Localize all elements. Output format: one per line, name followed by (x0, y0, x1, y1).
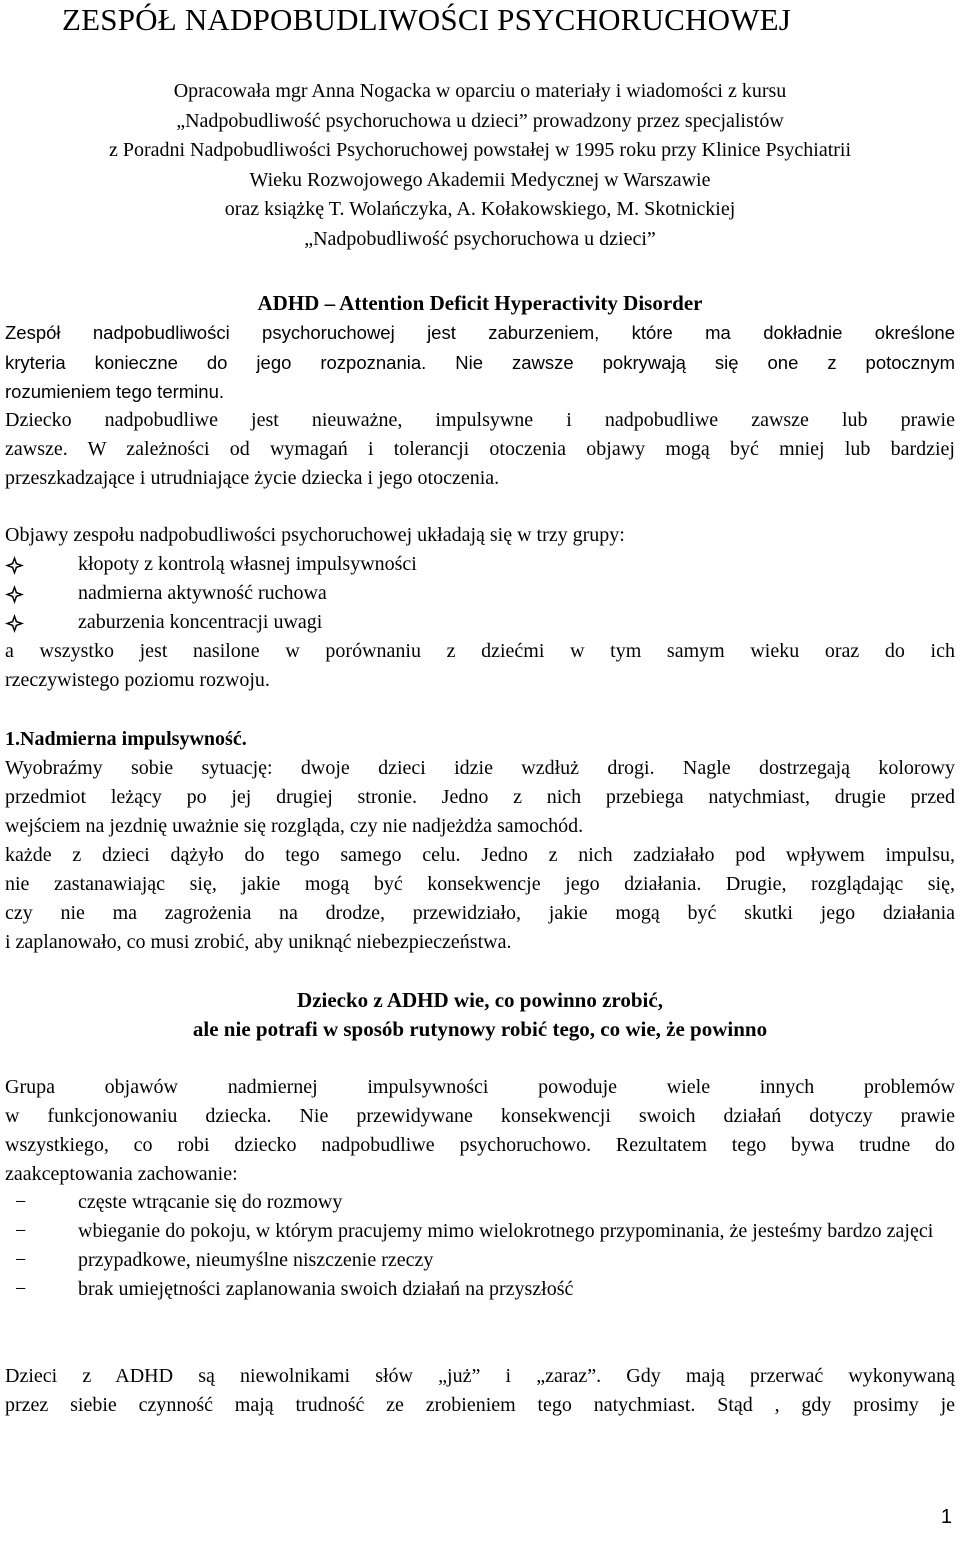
credit-line: Opracowała mgr Anna Nogacka w oparciu o materiały i wiadomości z kursu (173, 80, 787, 102)
four-point-diamond-icon (5, 556, 24, 575)
impulsivity-line: w funkcjonowaniu dziecka. Nie przewidywane konsekwencji swoich działań dotyczy prawie (5, 1105, 955, 1127)
emphasis-line: ale nie potrafi w sposób rutynowy robić tego, co wie, że powinno (192, 1017, 768, 1041)
minus-dash-icon: − (15, 1191, 27, 1213)
list-item (5, 579, 417, 608)
credit-line: z Poradni Nadpobudliwości Psychoruchowej powstałej w 1995 roku przy Klinice Psychiatrii (108, 139, 852, 161)
list-item (5, 1188, 955, 1217)
author-credits (0, 77, 960, 254)
symptoms-outro-line: a wszystko jest nasilone w porównaniu z dziećmi w tym samym wieku oraz do ich (5, 640, 955, 662)
list-item (5, 1275, 955, 1304)
behavior-text: częste wtrącanie się do rozmowy (78, 1191, 343, 1213)
closing-paragraph (5, 1362, 955, 1420)
list-item (5, 1217, 955, 1246)
section-paragraph (5, 754, 955, 957)
closing-line: Dzieci z ADHD są niewolnikami słów „już” i „zaraz”. Gdy mają przerwać wykonywaną (5, 1365, 955, 1387)
behavior-text: brak umiejętności zaplanowania swoich działań na przyszłość (78, 1278, 574, 1300)
adhd-heading: ADHD – Attention Deficit Hyperactivity Disorder (257, 291, 703, 315)
intro-line: kryteria konieczne do jego rozpoznania. Nie zawsze pokrywają się one z potocznym (5, 351, 955, 373)
minus-dash-icon: − (15, 1220, 27, 1242)
section-line: Wyobraźmy sobie sytuację: dwoje dzieci idzie wzdłuż drogi. Nagle dostrzegają kolorowy (5, 757, 955, 779)
credit-line: „Nadpobudliwość psychoruchowa u dzieci” (304, 227, 656, 250)
section-line: czy nie ma zagrożenia na drodze, przewidziało, jakie mogą być skutki jego działania (5, 902, 955, 924)
symptom-group-text: zaburzenia koncentracji uwagi (78, 611, 323, 633)
four-point-diamond-icon (5, 585, 24, 604)
minus-dash-icon: − (15, 1278, 27, 1300)
closing-line: przez siebie czynność mają trudność ze zrobieniem tego natychmiast. Stąd , gdy prosimy je (5, 1394, 955, 1416)
impulsivity-paragraph (5, 1073, 955, 1189)
document-title: ZESPÓŁ NADPOBUDLIWOŚCI PSYCHORUCHOWEJ (62, 2, 792, 37)
behavior-text: wbieganie do pokoju, w którym pracujemy mimo wielokrotnego przypominania, że jesteśmy bardzo zajęci (78, 1220, 934, 1242)
symptoms-outro-line: rzeczywistego poziomu rozwoju. (5, 669, 270, 691)
behavior-text: przypadkowe, nieumyślne niszczenie rzeczy (78, 1249, 434, 1271)
impulsivity-line: wszystkiego, co robi dziecko nadpobudliwe psychoruchowo. Rezultatem tego bywa trudne do (5, 1134, 955, 1156)
symptom-groups-list (5, 550, 417, 637)
description-line: przeszkadzające i utrudniające życie dziecka i jego otoczenia. (5, 467, 500, 489)
symptoms-outro (5, 637, 955, 695)
section-heading: 1.Nadmierna impulsywność. (5, 728, 247, 750)
list-item (5, 608, 417, 637)
intro-line: Zespół nadpobudliwości psychoruchowej jest zaburzeniem, które ma dokładnie określone (5, 322, 955, 343)
page-number: 1 (940, 1506, 952, 1528)
four-point-diamond-icon (5, 614, 24, 633)
minus-dash-icon: − (15, 1249, 27, 1271)
description-paragraph (5, 406, 955, 493)
impulsivity-line: zaakceptowania zachowanie: (5, 1163, 238, 1185)
intro-paragraph (5, 318, 955, 407)
impulsivity-line: Grupa objawów nadmiernej impulsywności powoduje wiele innych problemów (5, 1076, 955, 1098)
section-line: wejściem na jezdnię uważnie się rozgląda, czy nie nadjeżdża samochód. (5, 815, 584, 837)
credit-line: „Nadpobudliwość psychoruchowa u dzieci” prowadzony przez specjalistów (176, 109, 784, 132)
description-line: zawsze. W zależności od wymagań i tolerancji otoczenia objawy mogą być mniej lub bardziej (5, 438, 955, 460)
section-line: każde z dzieci dążyło do tego samego celu. Jedno z nich zadziałało pod wpływem impulsu, (5, 844, 955, 866)
section-line: przedmiot leżący po jej drugiej stronie. Jedno z nich przebiega natychmiast, drugie przed (5, 786, 955, 808)
section-line: i zaplanowało, co musi zrobić, aby uniknąć niebezpieczeństwa. (5, 931, 512, 953)
symptom-group-text: kłopoty z kontrolą własnej impulsywności (78, 553, 417, 575)
symptoms-intro: Objawy zespołu nadpobudliwości psychoruchowej układają się w trzy grupy: (5, 524, 625, 546)
description-line: Dziecko nadpobudliwe jest nieuważne, impulsywne i nadpobudliwe zawsze lub prawie (5, 409, 955, 431)
section-line: nie zastanawiając się, jakie mogą być konsekwencje jego działania. Drugie, rozglądając się, (5, 873, 955, 895)
list-item (5, 550, 417, 579)
intro-line: rozumieniem tego terminu. (5, 381, 225, 402)
symptom-group-text: nadmierna aktywność ruchowa (78, 582, 327, 604)
credit-line: Wieku Rozwojowego Akademii Medycznej w Warszawie (249, 168, 711, 191)
emphasis-line: Dziecko z ADHD wie, co powinno zrobić, (297, 988, 663, 1012)
credit-line: oraz książkę T. Wolańczyka, A. Kołakowskiego, M. Skotnickiej (224, 198, 736, 220)
list-item (5, 1246, 955, 1275)
behaviors-list (5, 1188, 955, 1304)
